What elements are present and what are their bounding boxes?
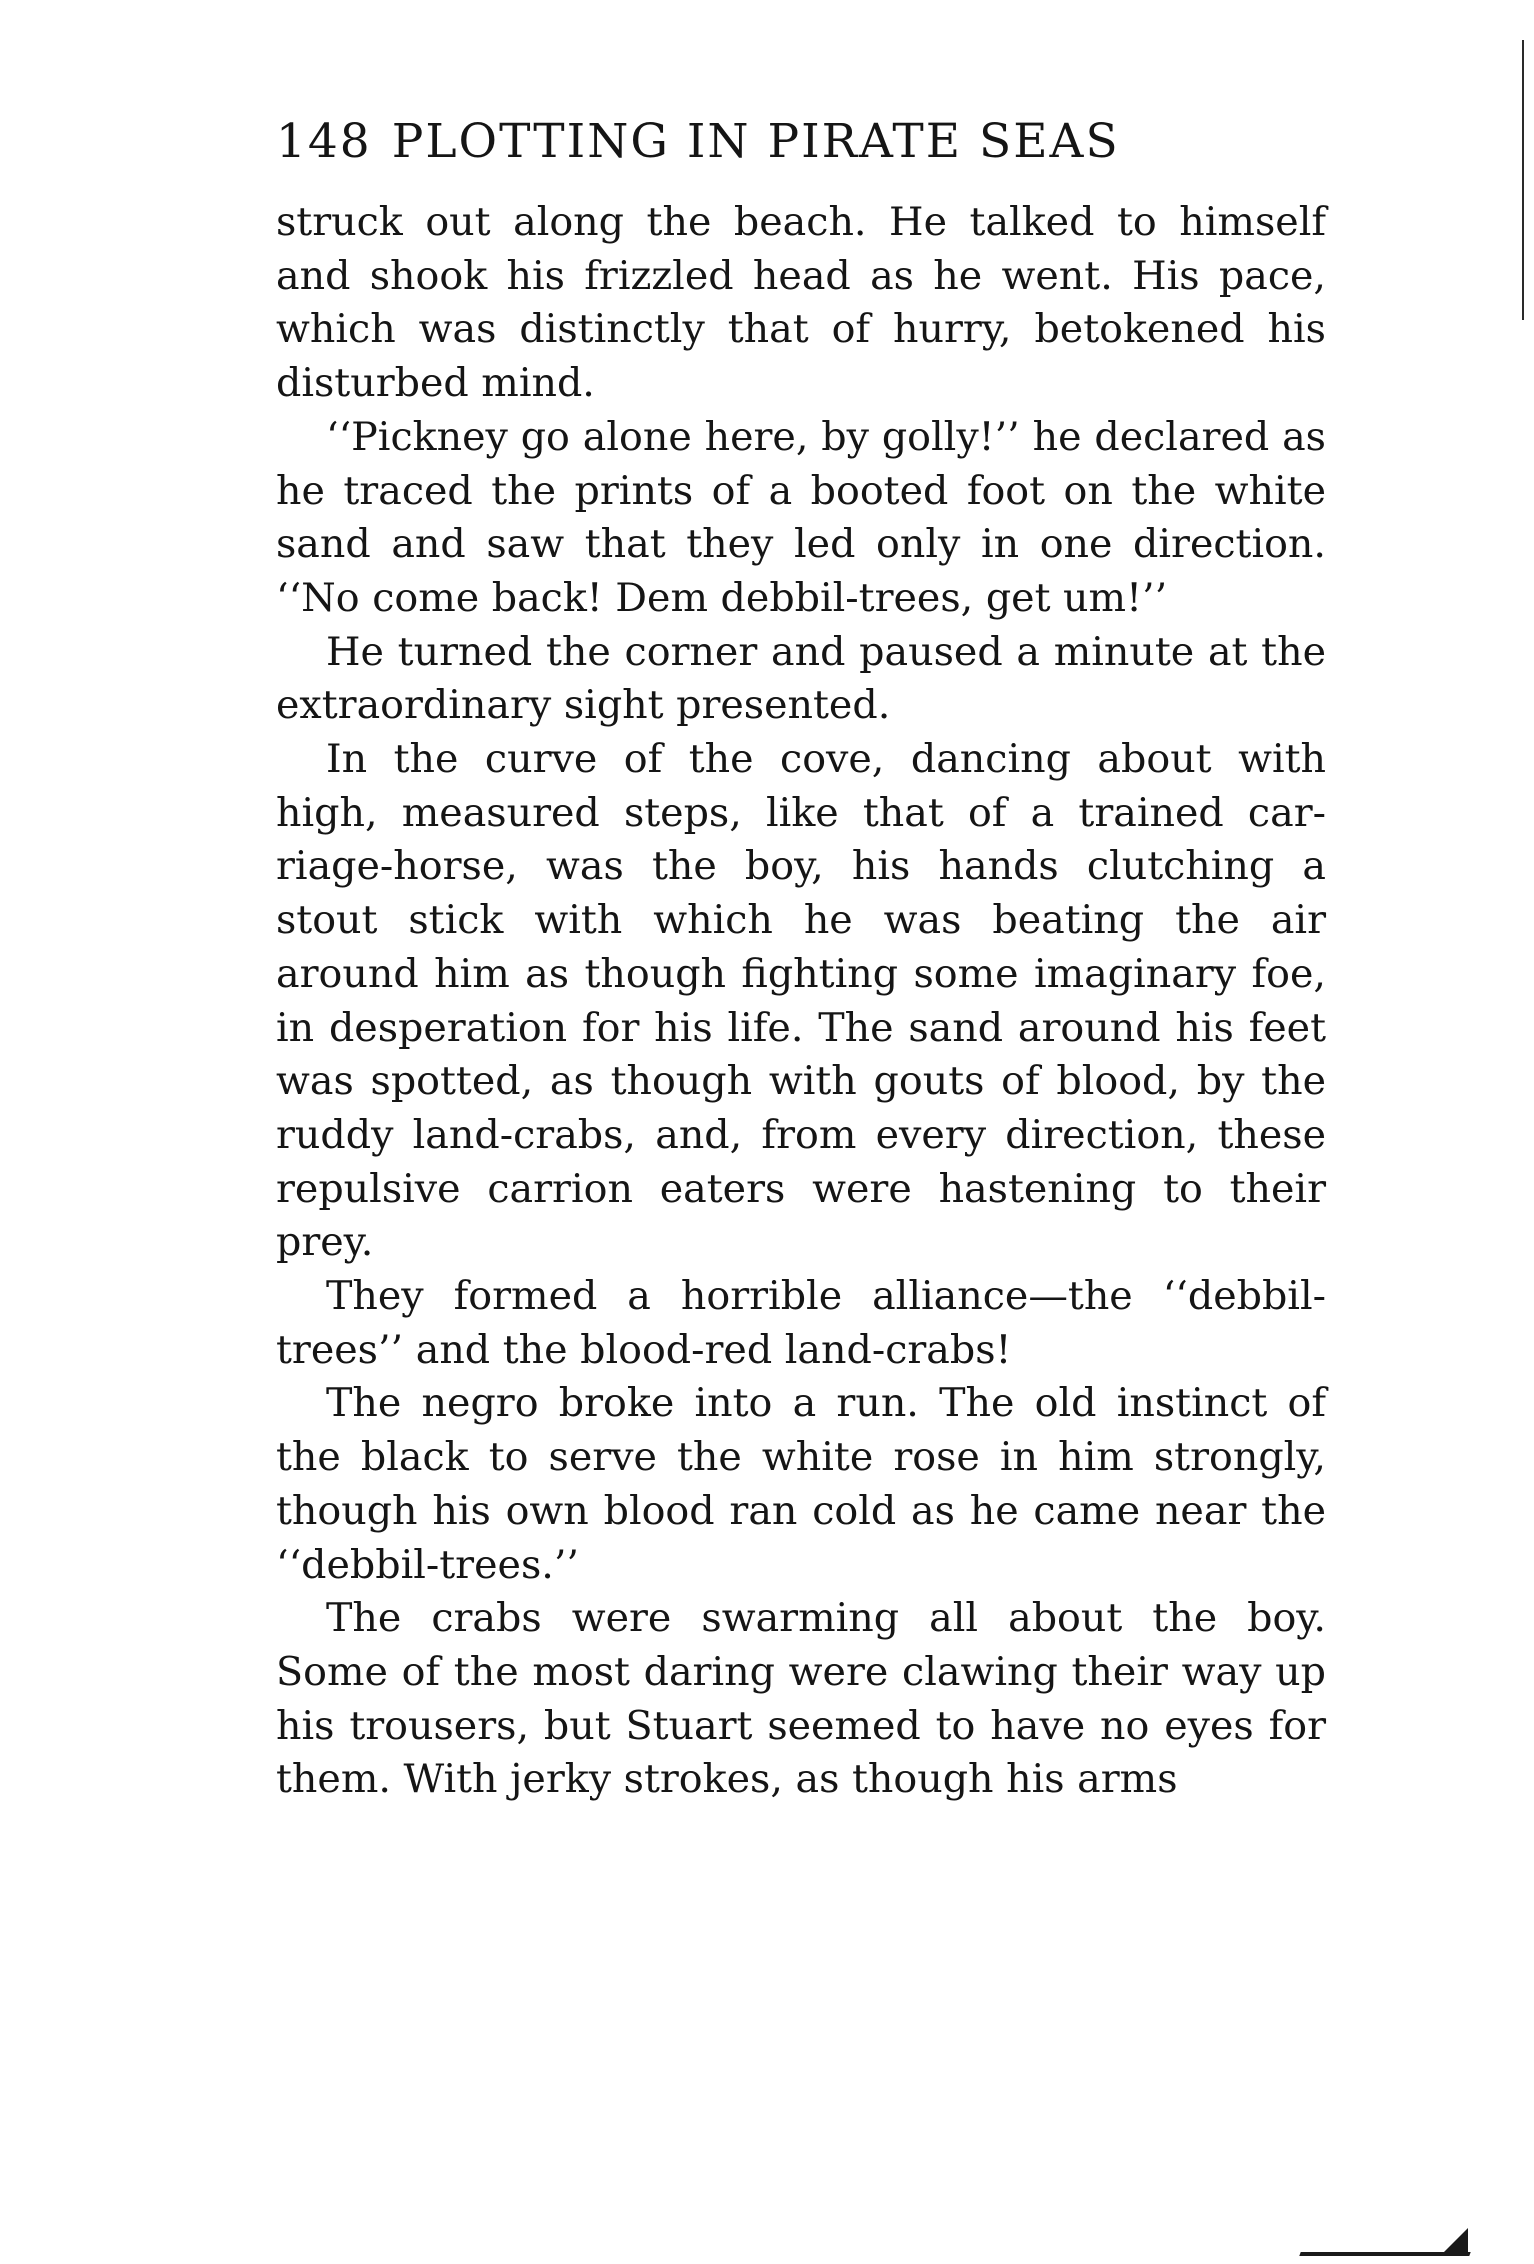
body-text <box>276 196 1326 1807</box>
paragraph-1: struck out along the beach. He talked to himself and shook his frizzled head as he went. His pace, which was distinctly that of hurry, betokened his disturbed mind. <box>276 199 1326 407</box>
page-number: 148 <box>276 114 372 169</box>
paragraph-6: The negro broke into a run. The old instinct of the black to serve the white rose in him strongly, though his own blood ran cold as he came near the ‘‘debbil-trees.’’ <box>276 1380 1326 1588</box>
running-title: PLOTTING IN PIRATE SEAS <box>391 114 1120 169</box>
paragraph-4: In the curve of the cove, dancing about with high, measured steps, like that of a trained carriage-horse, was the boy, his hands clutching a stout stick with which he was beating the air around him as though fighting some imaginary foe, in desperation for his life. The sand around his feet was spotted, as though with gouts of blood, by the ruddy land-crabs, and, from every direction, these repulsive carrion eaters were hastening to their prey. <box>276 736 1326 1266</box>
paragraph-2: ‘‘Pickney go alone here, by golly!’’ he declared as he traced the prints of a booted foot on the white sand and saw that they led only in one direction. ‘‘No come back! Dem debbil-trees, get um!’’ <box>276 413 1326 621</box>
scan-edge-mark <box>1522 40 1524 320</box>
running-head <box>276 112 1326 172</box>
scan-corner-wedge <box>1440 2228 1468 2256</box>
paragraph-7: The crabs were swarming all about the boy. Some of the most daring were clawing their way up his trousers, but Stuart seemed to have no eyes for them. With jerky strokes, as though his arms <box>276 1595 1326 1803</box>
paragraph-5: They formed a horrible alliance—the ‘‘debbil-trees’’ and the blood-red land-crabs! <box>276 1273 1326 1373</box>
paragraph-3: He turned the corner and paused a minute at the extraordinary sight presented. <box>276 628 1326 729</box>
